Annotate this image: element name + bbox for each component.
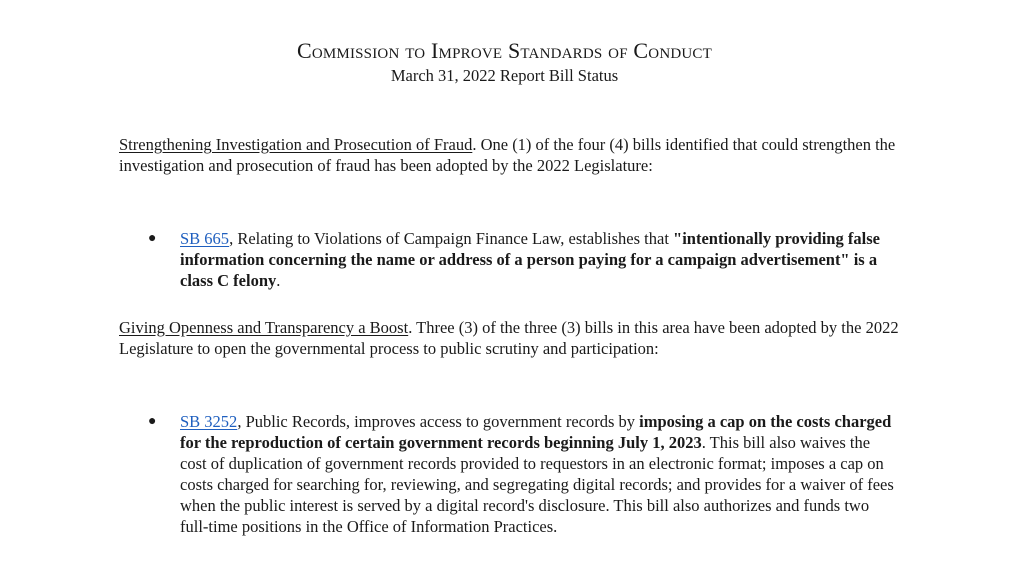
- list-item-sb665: [180, 228, 900, 291]
- section-fraud-heading: Strengthening Investigation and Prosecution of Fraud: [119, 135, 473, 154]
- sb3252-text-1: , Public Records, improves access to government records by: [237, 412, 640, 431]
- section-openness-intro: . Three (3) of the three (3) bills in this area have been adopted by the 2022 Legislature to open the governmental process to public scrutiny and participation:: [119, 318, 899, 358]
- section-fraud-paragraph: [119, 134, 899, 176]
- bullet-icon: ●: [148, 414, 157, 429]
- list-item-sb3252: [180, 411, 900, 537]
- document-subtitle: March 31, 2022 Report Bill Status: [390, 66, 619, 85]
- sb665-link[interactable]: SB 665: [180, 229, 230, 248]
- sb665-bold-text: "intentionally providing false information concerning the name or address of a person paying for a campaign advertisement" is a class C felony: [180, 229, 880, 290]
- sb665-text-1: , Relating to Violations of Campaign Finance Law, establishes that: [229, 229, 674, 248]
- sb665-text-2: .: [276, 271, 281, 290]
- section-openness-heading: Giving Openness and Transparency a Boost: [119, 318, 409, 337]
- sb3252-text-2: . This bill also waives the cost of duplication of government records provided to requestors in an electronic format; imposes a cap on costs charged for searching for, reviewing, and segregating digital records; and provides for a waiver of fees when the public interest is served by a digital record's disclosure. This bill also authorizes and funds two full-time positions in the Office of Information Practices.: [180, 433, 894, 536]
- bullet-icon: ●: [148, 231, 157, 246]
- sb3252-link[interactable]: SB 3252: [180, 412, 238, 431]
- document-title: Commission to Improve Standards of Conduct: [296, 38, 713, 63]
- sb3252-bold-text: imposing a cap on the costs charged for the reproduction of certain government records beginning July 1, 2023: [180, 412, 892, 452]
- section-openness-paragraph: [119, 317, 899, 359]
- section-fraud-intro: . One (1) of the four (4) bills identified that could strengthen the investigation and prosecution of fraud has been adopted by the 2022 Legislature:: [119, 135, 896, 175]
